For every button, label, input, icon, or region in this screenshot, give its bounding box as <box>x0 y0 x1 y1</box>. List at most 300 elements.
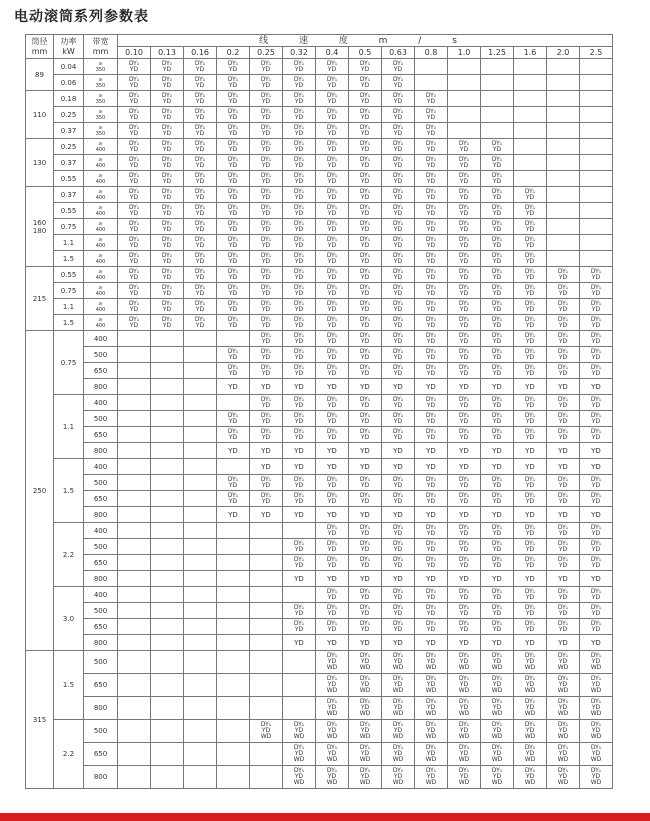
model-cell <box>481 59 514 75</box>
model-cell: DY₁ YD <box>316 267 349 283</box>
model-cell: DY₁ YD WD <box>448 766 481 789</box>
model-cell: YD <box>514 459 547 475</box>
model-cell: YD <box>283 571 316 587</box>
model-cell: DY₁ YD WD <box>415 743 448 766</box>
model-cell: YD <box>217 443 250 459</box>
model-cell <box>184 720 217 743</box>
model-cell: DY₁ YD <box>448 539 481 555</box>
model-cell: DY₁ YD <box>382 315 415 331</box>
model-cell: DY₁ YD <box>481 299 514 315</box>
model-cell: DY₁ YD <box>217 251 250 267</box>
model-cell <box>514 107 547 123</box>
width-cell: ≥ 400 <box>84 187 118 203</box>
model-cell: YD <box>448 459 481 475</box>
model-cell: DY₁ YD <box>316 539 349 555</box>
table-body <box>26 59 613 789</box>
model-cell: DY₁ YD WD <box>547 674 580 697</box>
table-row <box>26 459 613 475</box>
model-cell: DY₁ YD <box>118 91 151 107</box>
model-cell: DY₁ YD WD <box>580 651 613 674</box>
model-cell: DY₁ YD <box>283 299 316 315</box>
model-cell: DY₁ YD WD <box>481 720 514 743</box>
model-cell: DY₁ YD <box>382 347 415 363</box>
model-cell: DY₁ YD <box>580 523 613 539</box>
model-cell: YD <box>547 635 580 651</box>
model-cell: DY₁ YD <box>316 491 349 507</box>
model-cell: DY₁ YD <box>217 235 250 251</box>
model-cell: DY₁ YD <box>316 139 349 155</box>
model-cell: DY₁ YD <box>151 267 184 283</box>
footer-accent-bar <box>0 813 650 821</box>
model-cell: DY₁ YD <box>217 123 250 139</box>
model-cell <box>448 59 481 75</box>
model-cell <box>580 235 613 251</box>
model-cell: DY₁ YD <box>349 411 382 427</box>
model-cell: YD <box>580 507 613 523</box>
model-cell: DY₁ YD <box>184 75 217 91</box>
model-cell <box>547 235 580 251</box>
speed-header-cell: 0.4 <box>316 47 349 59</box>
model-cell: DY₁ YD <box>448 363 481 379</box>
model-cell <box>184 674 217 697</box>
header-diameter-unit: mm <box>31 46 48 56</box>
diameter-cell: 89 <box>26 59 54 91</box>
model-cell: DY₁ YD <box>382 491 415 507</box>
model-cell: DY₁ YD <box>184 219 217 235</box>
model-cell: DY₁ YD <box>151 299 184 315</box>
model-cell <box>184 555 217 571</box>
model-cell <box>184 331 217 347</box>
model-cell: YD <box>283 635 316 651</box>
model-cell <box>118 443 151 459</box>
table-row <box>26 251 613 267</box>
model-cell: DY₁ YD <box>217 171 250 187</box>
model-cell: DY₁ YD <box>547 299 580 315</box>
model-cell: DY₁ YD <box>151 203 184 219</box>
model-cell: DY₁ YD <box>448 555 481 571</box>
model-cell <box>415 75 448 91</box>
model-cell <box>250 571 283 587</box>
model-cell: DY₁ YD <box>151 283 184 299</box>
model-cell: YD <box>481 459 514 475</box>
model-cell <box>184 411 217 427</box>
power-cell: 0.75 <box>54 331 84 395</box>
model-cell: YD <box>580 571 613 587</box>
model-cell: DY₁ YD <box>217 299 250 315</box>
model-cell: DY₁ YD <box>448 171 481 187</box>
table-row <box>26 766 613 789</box>
model-cell: DY₁ YD <box>580 411 613 427</box>
model-cell: DY₁ YD <box>151 187 184 203</box>
model-cell: DY₁ YD <box>448 251 481 267</box>
model-cell: DY₁ YD <box>151 123 184 139</box>
model-cell <box>580 203 613 219</box>
model-cell: DY₁ YD WD <box>514 674 547 697</box>
model-cell <box>184 635 217 651</box>
model-cell: DY₁ YD <box>382 395 415 411</box>
table-row <box>26 171 613 187</box>
width-cell: 650 <box>84 555 118 571</box>
model-cell <box>118 743 151 766</box>
model-cell: DY₁ YD <box>547 331 580 347</box>
model-cell <box>250 555 283 571</box>
model-cell: DY₁ YD <box>415 235 448 251</box>
model-cell: DY₁ YD <box>547 411 580 427</box>
model-cell: DY₁ YD <box>250 123 283 139</box>
speed-header-cell: 1.0 <box>448 47 481 59</box>
power-cell: 0.55 <box>54 203 84 219</box>
model-cell <box>547 219 580 235</box>
model-cell: DY₁ YD <box>481 235 514 251</box>
model-cell: DY₁ YD <box>580 395 613 411</box>
model-cell <box>151 555 184 571</box>
model-cell: DY₁ YD <box>118 123 151 139</box>
model-cell: DY₁ YD <box>217 475 250 491</box>
model-cell: DY₁ YD <box>349 587 382 603</box>
model-cell: YD <box>250 379 283 395</box>
table-row <box>26 697 613 720</box>
model-cell <box>118 507 151 523</box>
table-row <box>26 720 613 743</box>
model-cell: DY₁ YD <box>118 203 151 219</box>
model-cell <box>118 411 151 427</box>
width-cell: 500 <box>84 603 118 619</box>
table-row <box>26 107 613 123</box>
model-cell <box>184 363 217 379</box>
model-cell: DY₁ YD <box>217 203 250 219</box>
model-cell: DY₁ YD <box>184 155 217 171</box>
model-cell: DY₁ YD <box>349 219 382 235</box>
model-cell: YD <box>283 379 316 395</box>
model-cell: DY₁ YD WD <box>547 651 580 674</box>
speed-header-cell: 0.10 <box>118 47 151 59</box>
model-cell: DY₁ YD WD <box>415 674 448 697</box>
model-cell: DY₁ YD <box>382 75 415 91</box>
page-title: 电动滚筒系列参数表 <box>14 9 149 25</box>
model-cell: DY₁ YD <box>415 251 448 267</box>
model-cell: DY₁ YD <box>415 299 448 315</box>
model-cell: DY₁ YD <box>547 347 580 363</box>
model-cell: YD <box>415 379 448 395</box>
model-cell: DY₁ YD <box>118 267 151 283</box>
model-cell: DY₁ YD <box>448 267 481 283</box>
model-cell: DY₁ YD <box>283 91 316 107</box>
model-cell: DY₁ YD <box>283 235 316 251</box>
model-cell: DY₁ YD <box>118 283 151 299</box>
model-cell: DY₁ YD <box>448 155 481 171</box>
model-cell <box>184 766 217 789</box>
model-cell: DY₁ YD <box>151 91 184 107</box>
model-cell <box>250 674 283 697</box>
model-cell: DY₁ YD <box>217 75 250 91</box>
model-cell: DY₁ YD <box>481 331 514 347</box>
model-cell: DY₁ YD <box>547 555 580 571</box>
model-cell: DY₁ YD <box>481 283 514 299</box>
model-cell: DY₁ YD WD <box>481 697 514 720</box>
model-cell <box>118 571 151 587</box>
model-cell: DY₁ YD <box>382 587 415 603</box>
header-power-label: 功率 <box>60 36 77 46</box>
model-cell: DY₁ YD <box>514 203 547 219</box>
model-cell: DY₁ YD <box>217 427 250 443</box>
model-cell: DY₁ YD WD <box>514 651 547 674</box>
model-cell: DY₁ YD <box>580 491 613 507</box>
model-cell <box>217 587 250 603</box>
model-cell <box>151 720 184 743</box>
width-cell: 500 <box>84 347 118 363</box>
model-cell: DY₁ YD <box>184 123 217 139</box>
model-cell: YD <box>448 571 481 587</box>
model-cell <box>184 443 217 459</box>
model-cell: DY₁ YD <box>349 555 382 571</box>
model-cell: DY₁ YD <box>283 619 316 635</box>
table-row <box>26 411 613 427</box>
model-cell: DY₁ YD <box>217 363 250 379</box>
model-cell: DY₁ YD <box>547 603 580 619</box>
model-cell: YD <box>250 459 283 475</box>
model-cell: DY₁ YD WD <box>316 720 349 743</box>
model-cell: DY₁ YD <box>283 395 316 411</box>
model-cell: DY₁ YD <box>316 315 349 331</box>
model-cell: DY₁ YD <box>250 347 283 363</box>
model-cell: DY₁ YD <box>316 171 349 187</box>
model-cell: DY₁ YD <box>580 555 613 571</box>
power-cell: 0.55 <box>54 171 84 187</box>
model-cell: DY₁ YD <box>283 427 316 443</box>
model-cell: DY₁ YD <box>118 251 151 267</box>
model-cell: DY₁ YD WD <box>481 651 514 674</box>
width-cell: 500 <box>84 651 118 674</box>
model-cell <box>118 331 151 347</box>
table-row <box>26 139 613 155</box>
model-cell <box>118 766 151 789</box>
model-cell: DY₁ YD WD <box>547 766 580 789</box>
model-cell: DY₁ YD WD <box>316 674 349 697</box>
model-cell: DY₁ YD <box>151 171 184 187</box>
model-cell: DY₁ YD WD <box>316 766 349 789</box>
diameter-cell: 250 <box>26 331 54 651</box>
model-cell: DY₁ YD <box>184 139 217 155</box>
table-row <box>26 91 613 107</box>
model-cell: YD <box>580 443 613 459</box>
model-cell: YD <box>316 507 349 523</box>
model-cell: YD <box>514 571 547 587</box>
model-cell: DY₁ YD <box>118 219 151 235</box>
model-cell: DY₁ YD <box>349 523 382 539</box>
model-cell <box>151 539 184 555</box>
model-cell: YD <box>481 635 514 651</box>
model-cell: DY₁ YD WD <box>382 743 415 766</box>
model-cell: DY₁ YD <box>184 91 217 107</box>
model-cell: DY₁ YD WD <box>382 674 415 697</box>
model-cell: DY₁ YD WD <box>382 651 415 674</box>
power-cell: 3.0 <box>54 587 84 651</box>
model-cell <box>448 123 481 139</box>
model-cell: YD <box>382 507 415 523</box>
model-cell: DY₁ YD <box>481 395 514 411</box>
model-cell: DY₁ YD <box>415 491 448 507</box>
model-cell: DY₁ YD <box>283 539 316 555</box>
model-cell: YD <box>580 635 613 651</box>
model-cell: DY₁ YD WD <box>547 697 580 720</box>
model-cell: DY₁ YD <box>382 251 415 267</box>
model-cell: DY₁ YD <box>217 59 250 75</box>
speed-header-cell: 0.8 <box>415 47 448 59</box>
width-cell: 800 <box>84 697 118 720</box>
model-cell: DY₁ YD <box>481 427 514 443</box>
header-speed: 线 速 度 m / s <box>118 35 613 47</box>
model-cell: DY₁ YD <box>184 107 217 123</box>
model-cell: DY₁ YD <box>250 59 283 75</box>
model-cell <box>118 674 151 697</box>
model-cell: DY₁ YD WD <box>382 766 415 789</box>
model-cell: DY₁ YD <box>481 315 514 331</box>
model-cell: DY₁ YD <box>448 139 481 155</box>
header-width <box>84 35 118 59</box>
model-cell: DY₁ YD <box>250 155 283 171</box>
model-cell <box>118 427 151 443</box>
model-cell: DY₁ YD <box>283 155 316 171</box>
model-cell <box>151 459 184 475</box>
parameter-table <box>25 34 613 789</box>
model-cell: DY₁ YD <box>349 107 382 123</box>
header-power-unit: kW <box>62 46 75 56</box>
model-cell: DY₁ YD <box>316 235 349 251</box>
model-cell: DY₁ YD <box>382 283 415 299</box>
model-cell: YD <box>448 635 481 651</box>
model-cell: DY₁ YD <box>382 539 415 555</box>
diameter-cell: 315 <box>26 651 54 789</box>
model-cell <box>217 523 250 539</box>
table-row <box>26 539 613 555</box>
model-cell: DY₁ YD <box>481 523 514 539</box>
model-cell: DY₁ YD <box>448 475 481 491</box>
model-cell: DY₁ YD <box>250 283 283 299</box>
model-cell: DY₁ YD <box>481 587 514 603</box>
width-cell: ≥ 350 <box>84 91 118 107</box>
model-cell: DY₁ YD <box>514 363 547 379</box>
width-cell: 650 <box>84 743 118 766</box>
model-cell: DY₁ YD <box>283 491 316 507</box>
model-cell: DY₁ YD <box>514 235 547 251</box>
width-cell: 400 <box>84 523 118 539</box>
width-cell: ≥ 400 <box>84 155 118 171</box>
model-cell <box>514 155 547 171</box>
model-cell: DY₁ YD <box>481 187 514 203</box>
model-cell: DY₁ YD <box>514 427 547 443</box>
model-cell: DY₁ YD <box>481 139 514 155</box>
model-cell: DY₁ YD <box>415 171 448 187</box>
model-cell: DY₁ YD <box>316 347 349 363</box>
model-cell: DY₁ YD <box>349 59 382 75</box>
model-cell <box>547 187 580 203</box>
width-cell: 400 <box>84 587 118 603</box>
model-cell: DY₁ YD <box>448 427 481 443</box>
power-cell: 1.5 <box>54 459 84 523</box>
model-cell: DY₁ YD <box>151 59 184 75</box>
model-cell: DY₁ YD WD <box>283 720 316 743</box>
power-cell: 0.04 <box>54 59 84 75</box>
model-cell <box>184 697 217 720</box>
model-cell: DY₁ YD <box>349 75 382 91</box>
model-cell <box>184 379 217 395</box>
model-cell: DY₁ YD <box>217 187 250 203</box>
model-cell: DY₁ YD <box>217 315 250 331</box>
model-cell: DY₁ YD <box>481 155 514 171</box>
model-cell <box>184 507 217 523</box>
model-cell: DY₁ YD WD <box>547 720 580 743</box>
table-row <box>26 59 613 75</box>
model-cell: DY₁ YD <box>118 299 151 315</box>
model-cell: DY₁ YD WD <box>349 720 382 743</box>
model-cell: DY₁ YD <box>250 203 283 219</box>
model-cell: YD <box>481 507 514 523</box>
model-cell <box>151 603 184 619</box>
model-cell: DY₁ YD <box>547 491 580 507</box>
model-cell: YD <box>514 379 547 395</box>
model-cell: DY₁ YD <box>184 283 217 299</box>
model-cell <box>481 107 514 123</box>
speed-header-cell: 0.2 <box>217 47 250 59</box>
model-cell: DY₁ YD <box>217 219 250 235</box>
model-cell: DY₁ YD <box>547 587 580 603</box>
speed-header-cell: 0.32 <box>283 47 316 59</box>
model-cell <box>250 539 283 555</box>
model-cell: DY₁ YD <box>514 299 547 315</box>
model-cell: YD <box>448 443 481 459</box>
model-cell <box>547 59 580 75</box>
model-cell: DY₁ YD <box>580 603 613 619</box>
model-cell <box>118 523 151 539</box>
model-cell: DY₁ YD <box>382 219 415 235</box>
model-cell: DY₁ YD <box>283 347 316 363</box>
width-cell: ≥ 400 <box>84 315 118 331</box>
model-cell: DY₁ YD <box>118 315 151 331</box>
model-cell: DY₁ YD WD <box>481 674 514 697</box>
model-cell: DY₁ YD <box>250 315 283 331</box>
model-cell: DY₁ YD <box>349 475 382 491</box>
model-cell: DY₁ YD <box>547 427 580 443</box>
model-cell: YD <box>514 635 547 651</box>
model-cell: DY₁ YD <box>415 523 448 539</box>
model-cell: DY₁ YD <box>580 619 613 635</box>
model-cell <box>217 720 250 743</box>
model-cell <box>151 491 184 507</box>
model-cell: YD <box>547 507 580 523</box>
power-cell: 0.06 <box>54 75 84 91</box>
model-cell: YD <box>415 635 448 651</box>
width-cell: ≥ 400 <box>84 235 118 251</box>
model-cell: DY₁ YD WD <box>580 743 613 766</box>
speed-header-cell: 2.5 <box>580 47 613 59</box>
table-row <box>26 155 613 171</box>
model-cell: DY₁ YD <box>283 59 316 75</box>
model-cell: DY₁ YD <box>514 267 547 283</box>
model-cell <box>118 720 151 743</box>
width-cell: 800 <box>84 571 118 587</box>
model-cell: DY₁ YD <box>184 59 217 75</box>
power-cell: 0.37 <box>54 187 84 203</box>
model-cell <box>514 139 547 155</box>
model-cell: DY₁ YD <box>217 491 250 507</box>
model-cell: DY₁ YD <box>514 251 547 267</box>
model-cell: DY₁ YD <box>151 251 184 267</box>
model-cell: DY₁ YD <box>316 203 349 219</box>
model-cell <box>217 459 250 475</box>
model-cell: DY₁ YD <box>481 555 514 571</box>
model-cell: DY₁ YD <box>184 315 217 331</box>
model-cell: DY₁ YD <box>448 331 481 347</box>
